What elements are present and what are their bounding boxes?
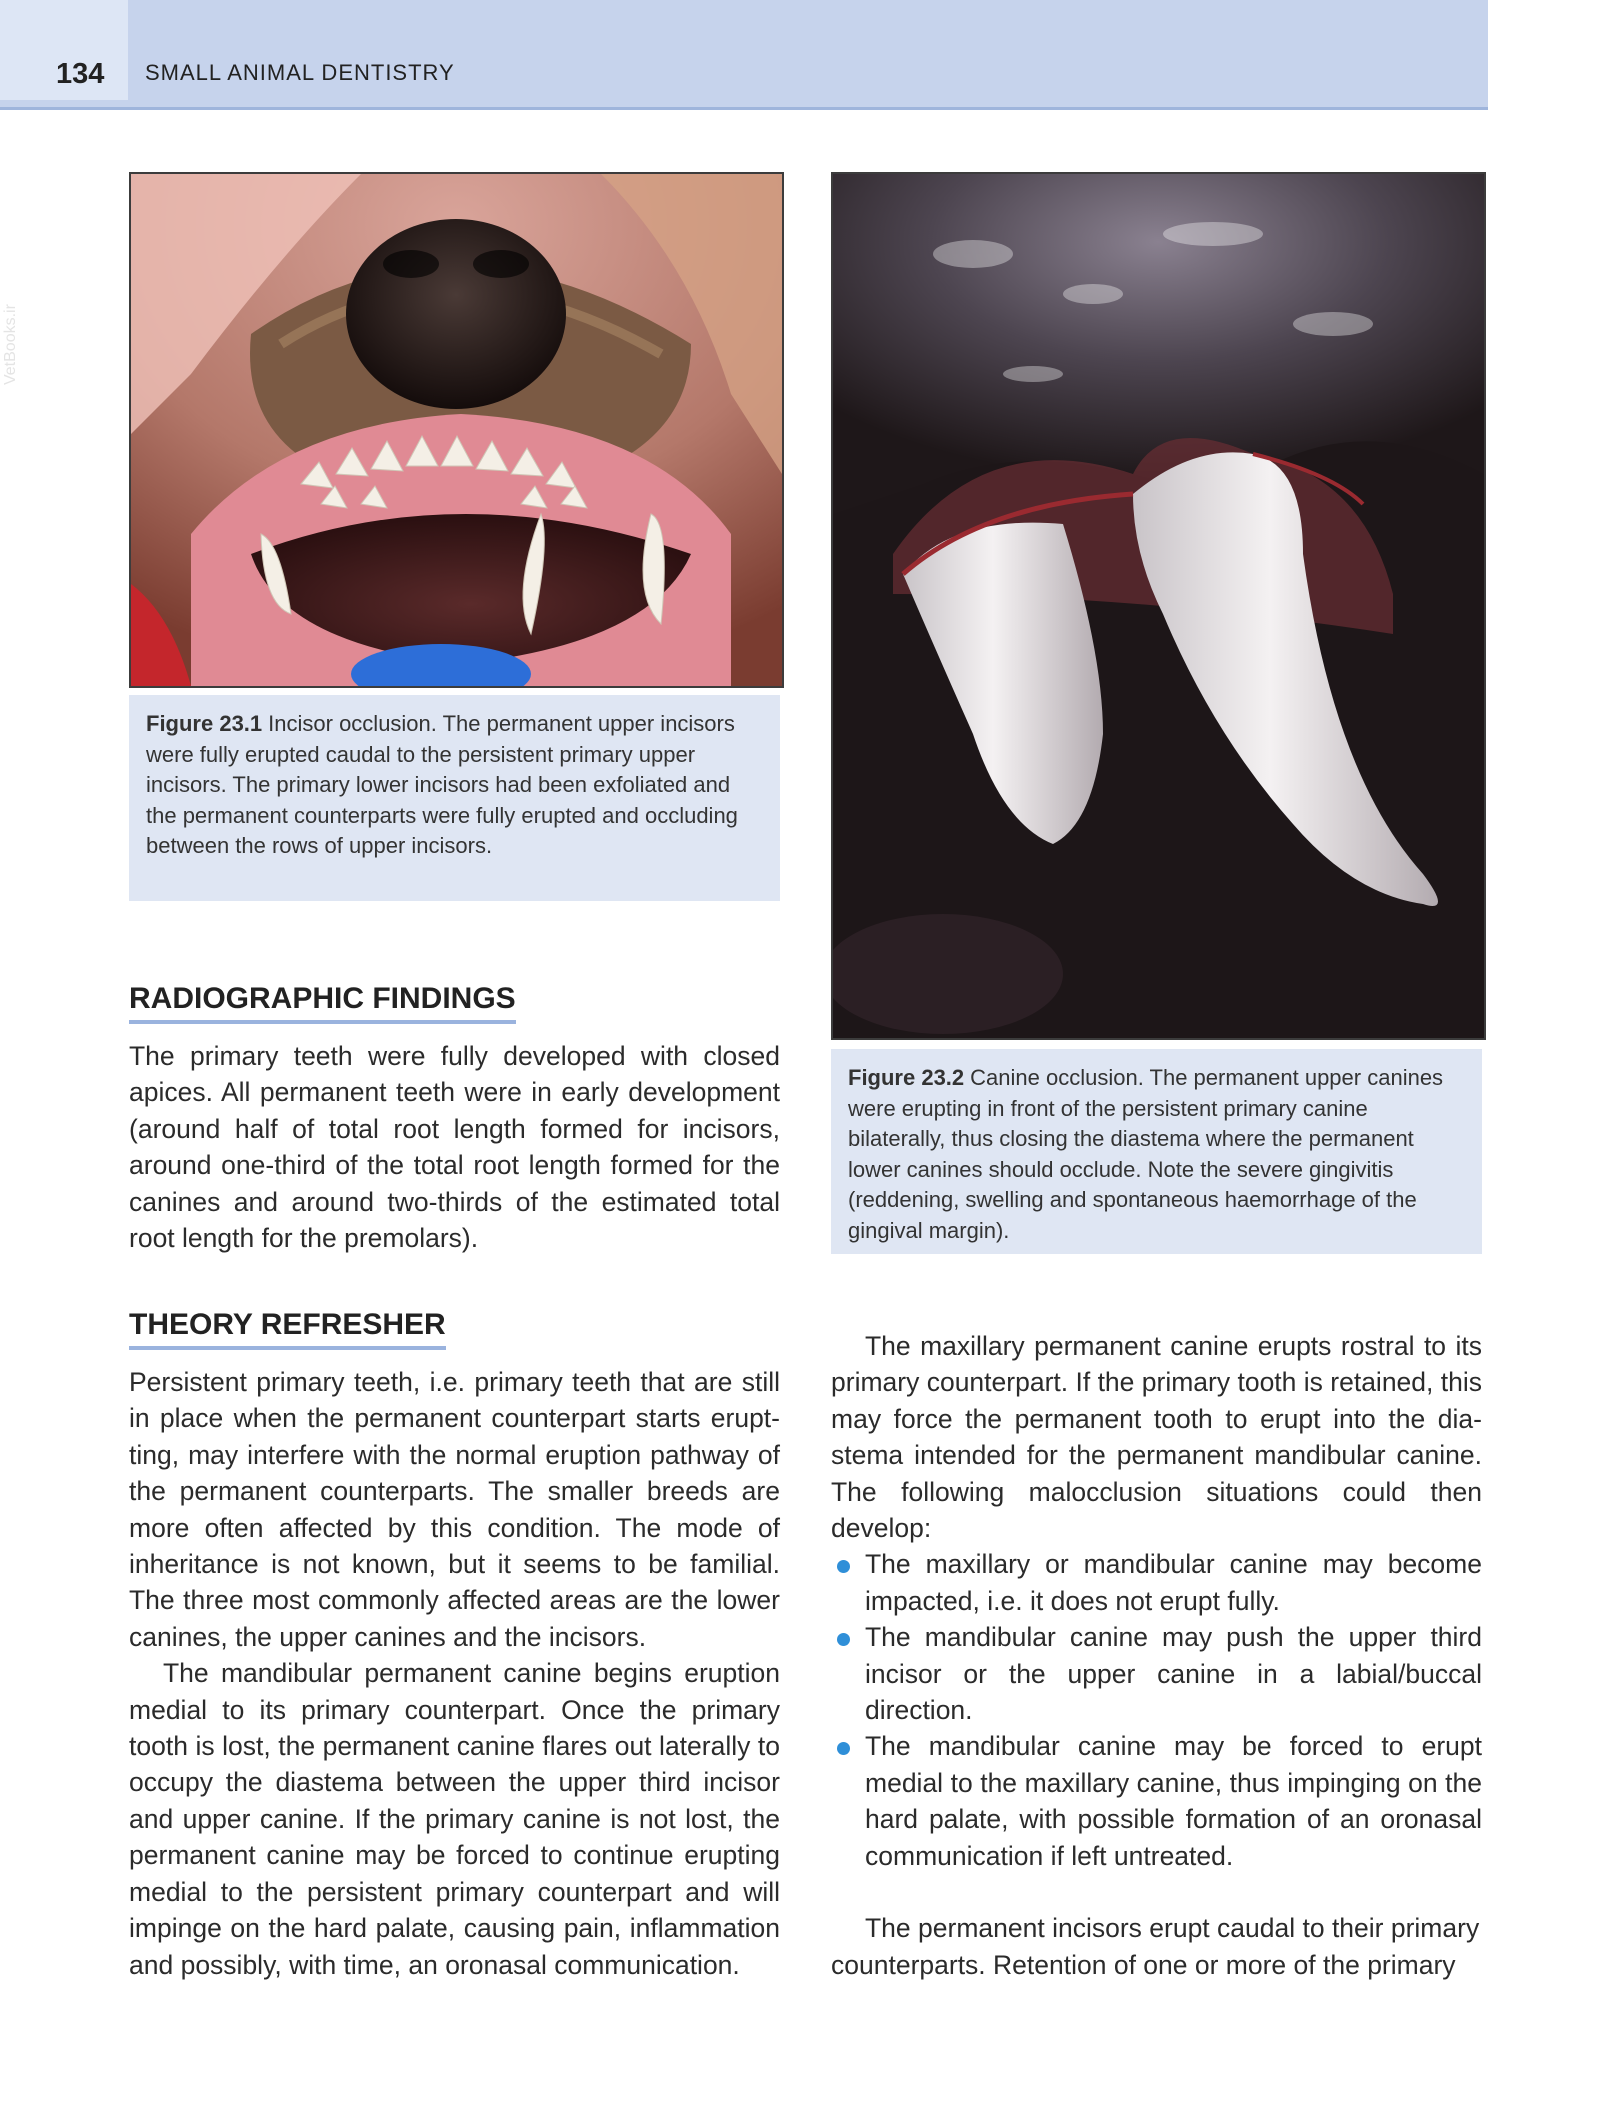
list-item: The mandibular canine may push the upper third incisor or the upper canine in a labial/buccal direction.: [831, 1619, 1482, 1728]
theory-refresher-text: [129, 1364, 780, 1983]
figure-23-2-caption: [831, 1049, 1482, 1254]
figure-label: Figure 23.2: [848, 1065, 965, 1090]
radiographic-findings-text: [129, 1038, 780, 1256]
bullet-icon: [837, 1742, 850, 1755]
running-title: SMALL ANIMAL DENTISTRY: [145, 60, 455, 85]
bullet-icon: [837, 1633, 850, 1646]
list-item: The maxillary or mandibular canine may become impacted, i.e. it does not erupt fully.: [831, 1546, 1482, 1619]
caption-text: Incisor occlusion. The permanent upper incisors were fully erupted caudal to the persistent primary upper incisors. The primary lower incisors had been exfoliated and the permanent counterparts were fully erupted and occluding between the rows of upper incisors.: [146, 711, 738, 858]
paragraph: The primary teeth were fully developed with closed apices. All permanent teeth were in early development (around half of total root length formed for incisors, around one-third of the total root length formed for the canines and around two-thirds of the estimated total root length for the premolars).: [129, 1041, 780, 1254]
watermark: VetBooks.ir: [2, 304, 19, 385]
theory-refresher-heading: THEORY REFRESHER: [129, 1308, 446, 1350]
paragraph: Persistent primary teeth, i.e. primary teeth that are still in place when the permanent counterpart starts eruptting, may interfere with the normal eruption pathway of the permanent counterparts. The smaller breeds are more often affected by this condition. The mode of inheritance is not known, but it seems to be familial. The three most commonly affected areas are the lower canines, the upper canines and the incisors.: [129, 1367, 780, 1652]
radiographic-findings-heading: RADIOGRAPHIC FINDINGS: [129, 982, 516, 1024]
paragraph: The permanent incisors erupt caudal to their primary counterparts. Retention of one or more of the primary: [831, 1913, 1480, 1980]
figure-23-1-photo: [129, 172, 784, 688]
figure-23-1-caption: [129, 695, 780, 901]
right-column-text: [831, 1328, 1482, 1983]
list-item: The mandibular canine may be forced to erupt medial to the maxillary canine, thus impinging on the hard palate, with possible formation of an oronasal communication if left untreated.: [831, 1728, 1482, 1874]
paragraph: The maxillary permanent canine erupts rostral to its primary counterpart. If the primary tooth is retained, this may force the permanent tooth to erupt into the diastema intended for the permanent mandibular canine. The following malocclusion situations could then develop:: [831, 1331, 1482, 1544]
bullet-icon: [837, 1560, 850, 1573]
figure-label: Figure 23.1: [146, 711, 263, 736]
running-header: [0, 0, 1488, 110]
malocclusion-list: [831, 1546, 1482, 1874]
page-number: 134: [56, 58, 105, 90]
caption-text: Canine occlusion. The permanent upper canines were erupting in front of the persistent primary canine bilaterally, thus closing the diastema where the permanent lower canines should occlude. Note the severe gingivitis (reddening, swelling and spontaneous haemorrhage of the gingival margin).: [848, 1065, 1444, 1243]
paragraph: The mandibular permanent canine begins eruption medial to its primary counterpart. Once the primary tooth is lost, the permanent canine flares out laterally to occupy the diastema between the upper third incisor and upper canine. If the primary canine is not lost, the permanent canine may be forced to continue erupting medial to the persistent primary counterpart and will impinge on the hard palate, causing pain, inflammation and possibly, with time, an oronasal communication.: [129, 1658, 780, 1980]
figure-23-2-photo: [831, 172, 1486, 1040]
